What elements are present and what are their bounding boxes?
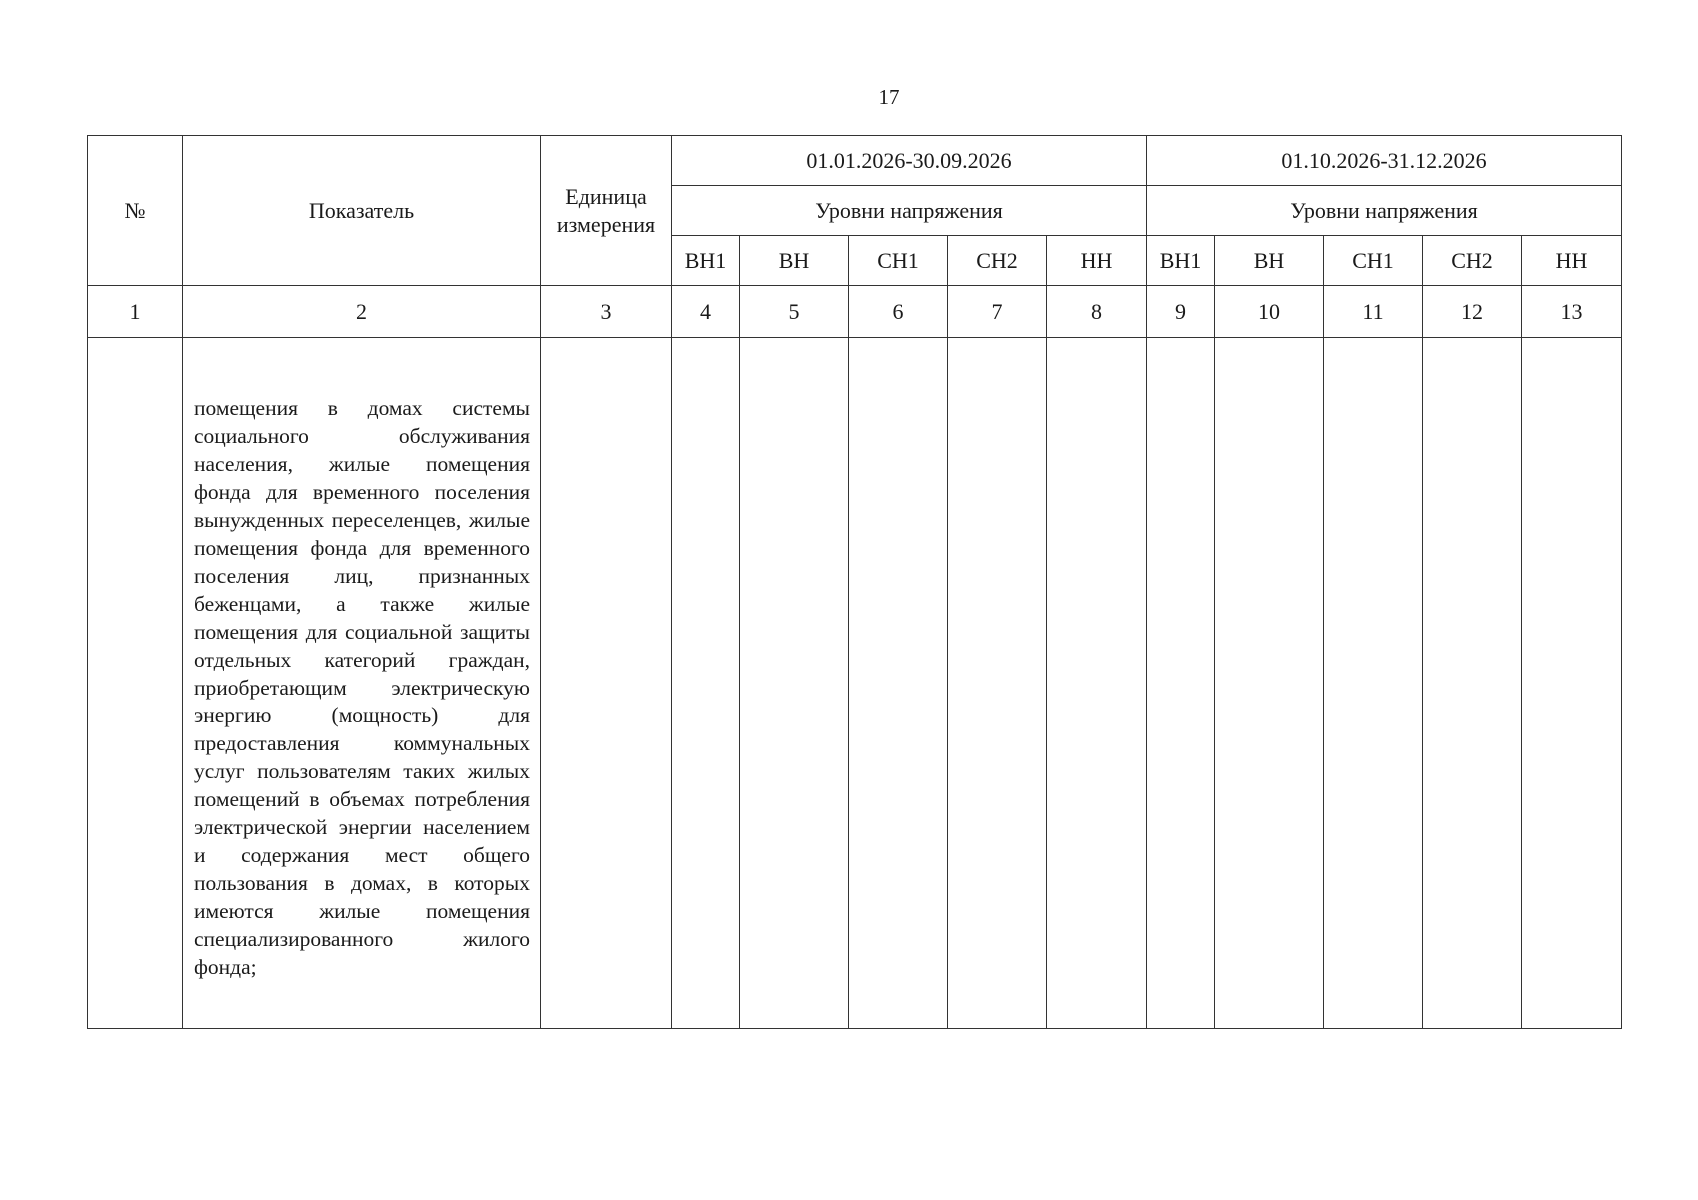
value-cell — [1324, 338, 1423, 1029]
page-number: 17 — [878, 85, 900, 109]
column-number: 12 — [1423, 286, 1522, 338]
level-header: СН2 — [1423, 236, 1522, 286]
column-number: 3 — [541, 286, 672, 338]
column-number: 10 — [1215, 286, 1324, 338]
level-header: ВН1 — [672, 236, 740, 286]
indicator-text: помещения в домах системы социального обслуживания населения, жилые помещения фонда для временного поселения вынужденных переселенцев, жилые помещения фонда для временного поселения лиц, признанных беженцами, а также жилые помещения для социальной защиты отдельных категорий граждан, приобретающим электрическую энергию (мощность) для предоставления коммунальных услуг пользователям таких жилых помещений в объемах потребления электрической энергии населением и содержания мест общего пользования в домах, в которых имеются жилые помещения специализированного жилого фонда; — [194, 396, 530, 979]
column-number: 1 — [88, 286, 183, 338]
value-cell — [1047, 338, 1147, 1029]
header-indicator: Показатель — [183, 136, 541, 286]
row-unit-cell — [541, 338, 672, 1029]
column-number-row — [88, 286, 1622, 338]
table-row — [88, 338, 1622, 1029]
value-cell — [1522, 338, 1622, 1029]
column-number: 8 — [1047, 286, 1147, 338]
level-header: ВН — [1215, 236, 1324, 286]
column-number: 13 — [1522, 286, 1622, 338]
value-cell — [1423, 338, 1522, 1029]
column-number: 11 — [1324, 286, 1423, 338]
header-voltage-levels-2: Уровни напряжения — [1147, 186, 1622, 236]
header-period-1: 01.01.2026-30.09.2026 — [672, 136, 1147, 186]
value-cell — [672, 338, 740, 1029]
header-unit: Единица измерения — [541, 136, 672, 286]
level-header: НН — [1522, 236, 1622, 286]
row-indicator-cell — [183, 338, 541, 1029]
level-header: СН1 — [849, 236, 948, 286]
column-number: 5 — [740, 286, 849, 338]
value-cell — [948, 338, 1047, 1029]
level-header: СН2 — [948, 236, 1047, 286]
level-header: СН1 — [1324, 236, 1423, 286]
column-number: 9 — [1147, 286, 1215, 338]
level-header: ВН1 — [1147, 236, 1215, 286]
value-cell — [849, 338, 948, 1029]
level-header: НН — [1047, 236, 1147, 286]
tariff-table — [87, 135, 1622, 1029]
column-number: 4 — [672, 286, 740, 338]
row-num-cell — [88, 338, 183, 1029]
level-header: ВН — [740, 236, 849, 286]
column-number: 2 — [183, 286, 541, 338]
header-period-2: 01.10.2026-31.12.2026 — [1147, 136, 1622, 186]
column-number: 7 — [948, 286, 1047, 338]
header-row-periods — [88, 136, 1622, 186]
column-number: 6 — [849, 286, 948, 338]
header-voltage-levels-1: Уровни напряжения — [672, 186, 1147, 236]
value-cell — [1215, 338, 1324, 1029]
header-num: № — [88, 136, 183, 286]
value-cell — [740, 338, 849, 1029]
value-cell — [1147, 338, 1215, 1029]
